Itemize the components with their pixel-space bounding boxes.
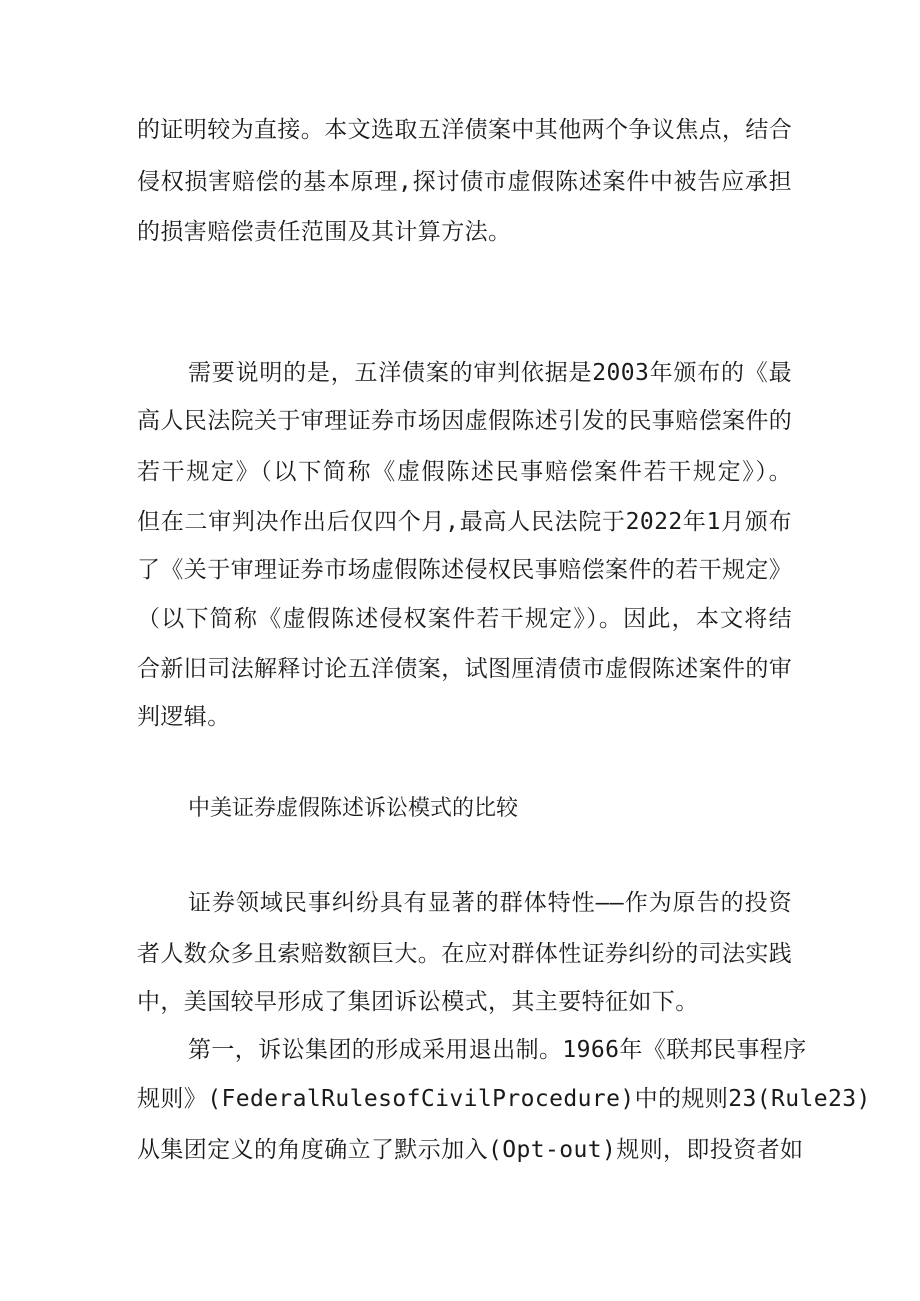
paragraph-4-line-2: 规则》(FederalRulesofCivilProcedure)中的规则23(Rule23) (137, 1086, 871, 1112)
paragraph-2-line-7: 合新旧司法解释讨论五洋债案，试图厘清债市虚假陈述案件的审 (137, 656, 793, 682)
paragraph-2-line-8: 判逻辑。 (137, 704, 231, 730)
paragraph-2-line-1: 需要说明的是，五洋债案的审判依据是2003年颁布的《最 (188, 360, 792, 386)
paragraph-4-line-3: 从集团定义的角度确立了默示加入(Opt-out)规则，即投资者如 (137, 1137, 804, 1163)
paragraph-2-line-3: 若干规定》（以下简称《虚假陈述民事赔偿案件若干规定》）。 (137, 459, 792, 485)
section-heading: 中美证券虚假陈述诉讼模式的比较 (188, 796, 519, 821)
paragraph-1-line-2: 侵权损害赔偿的基本原理,探讨债市虚假陈述案件中被告应承担 (137, 169, 792, 195)
paragraph-3-line-1: 证券领域民事纠纷具有显著的群体特性——作为原告的投资 (188, 890, 792, 916)
paragraph-2-line-4: 但在二审判决作出后仅四个月,最高人民法院于2022年1月颁布 (137, 509, 792, 535)
paragraph-1-line-1: 的证明较为直接。本文选取五洋债案中其他两个争议焦点，结合 (137, 117, 793, 143)
paragraph-2-line-2: 高人民法院关于审理证券市场因虚假陈述引发的民事赔偿案件的 (137, 408, 793, 434)
paragraph-2-line-5: 了《关于审理证券市场虚假陈述侵权民事赔偿案件的若干规定》 (137, 557, 793, 583)
paragraph-1-line-3: 的损害赔偿责任范围及其计算方法。 (137, 219, 512, 245)
paragraph-3-line-2: 者人数众多且索赔数额巨大。在应对群体性证券纠纷的司法实践 (137, 941, 793, 967)
paragraph-4-line-1: 第一，诉讼集团的形成采用退出制。1966年《联邦民事程序 (188, 1037, 807, 1063)
paragraph-3-line-3: 中，美国较早形成了集团诉讼模式，其主要特征如下。 (137, 989, 699, 1015)
paragraph-2-line-6: （以下简称《虚假陈述侵权案件若干规定》）。因此，本文将结 (137, 606, 792, 632)
